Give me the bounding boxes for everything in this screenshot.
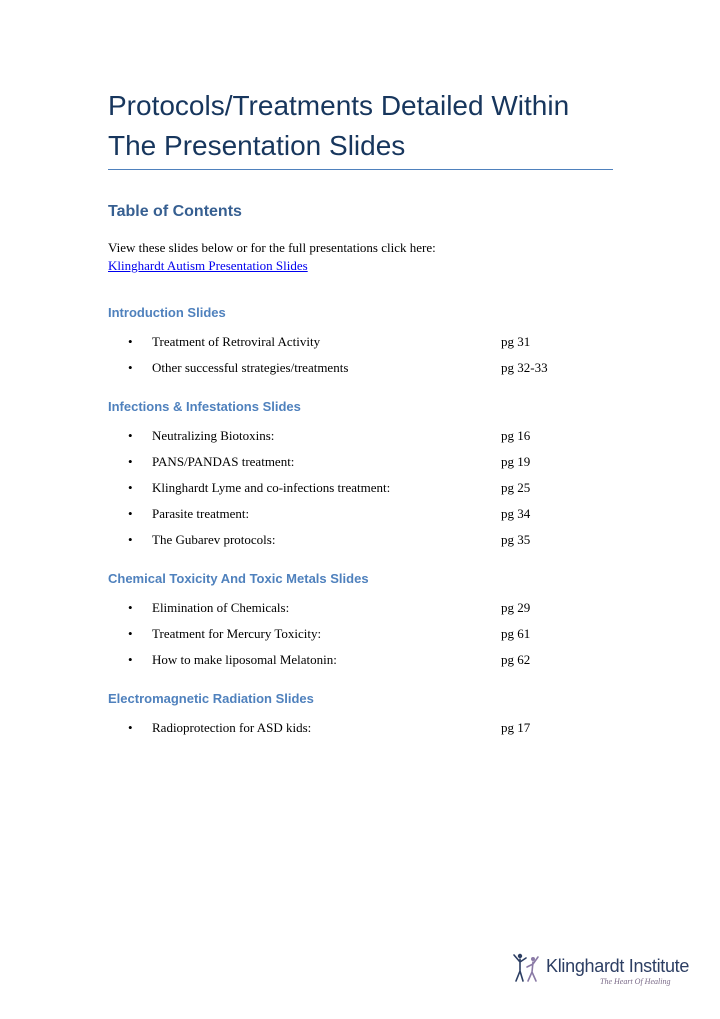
toc-entry-page: pg 34 bbox=[501, 506, 531, 521]
toc-entry bbox=[128, 599, 588, 617]
intro-paragraph bbox=[108, 239, 613, 275]
toc-entry-page: pg 62 bbox=[501, 652, 531, 667]
toc-entry-label: Treatment for Mercury Toxicity: bbox=[152, 626, 322, 641]
toc-entry-page: pg 17 bbox=[501, 720, 531, 735]
section-heading-introduction: Introduction Slides bbox=[108, 305, 226, 320]
toc-entry bbox=[128, 625, 588, 643]
toc-entry-page: pg 19 bbox=[501, 454, 531, 469]
intro-text: View these slides below or for the full presentations click here: bbox=[108, 240, 436, 255]
section-heading-electromagnetic: Electromagnetic Radiation Slides bbox=[108, 691, 314, 706]
bullet-icon: • bbox=[128, 334, 133, 349]
toc-entry-page: pg 29 bbox=[501, 600, 531, 615]
toc-entry bbox=[128, 531, 588, 549]
toc-entry-label: Elimination of Chemicals: bbox=[152, 600, 290, 615]
toc-entry bbox=[128, 651, 588, 669]
toc-entry-page: pg 25 bbox=[501, 480, 531, 495]
presentation-slides-link[interactable]: Klinghardt Autism Presentation Slides bbox=[108, 258, 308, 273]
toc-entry-label: Klinghardt Lyme and co-infections treatment: bbox=[152, 480, 391, 495]
toc-entry bbox=[128, 453, 588, 471]
bullet-icon: • bbox=[128, 454, 133, 469]
section-heading-chemical-toxicity: Chemical Toxicity And Toxic Metals Slides bbox=[108, 571, 369, 586]
toc-entry-label: Neutralizing Biotoxins: bbox=[152, 428, 275, 443]
bullet-icon: • bbox=[128, 480, 133, 495]
toc-entry-page: pg 35 bbox=[501, 532, 531, 547]
klinghardt-institute-logo bbox=[510, 950, 690, 992]
title-divider bbox=[108, 169, 613, 170]
toc-heading: Table of Contents bbox=[108, 203, 242, 220]
toc-entry-label: Other successful strategies/treatments bbox=[152, 360, 349, 375]
toc-entry-label: Treatment of Retroviral Activity bbox=[152, 334, 321, 349]
logo-tagline: The Heart Of Healing bbox=[600, 977, 671, 986]
toc-entry-label: The Gubarev protocols: bbox=[152, 532, 276, 547]
bullet-icon: • bbox=[128, 532, 133, 547]
bullet-icon: • bbox=[128, 428, 133, 443]
logo-name: Klinghardt Institute bbox=[546, 956, 690, 976]
toc-entry-label: PANS/PANDAS treatment: bbox=[152, 454, 295, 469]
toc-entry-page: pg 16 bbox=[501, 428, 531, 443]
toc-entry-label: How to make liposomal Melatonin: bbox=[152, 652, 337, 667]
bullet-icon: • bbox=[128, 720, 133, 735]
page-title: Protocols/Treatments Detailed Within The Presentation Slides bbox=[108, 90, 570, 161]
bullet-icon: • bbox=[128, 600, 133, 615]
toc-entry-page: pg 31 bbox=[501, 334, 531, 349]
toc-entry bbox=[128, 505, 588, 523]
toc-entry bbox=[128, 427, 588, 445]
toc-entry-label: Radioprotection for ASD kids: bbox=[152, 720, 312, 735]
bullet-icon: • bbox=[128, 626, 133, 641]
bullet-icon: • bbox=[128, 506, 133, 521]
toc-entry-page: pg 32-33 bbox=[501, 360, 548, 375]
dancing-figures-logo-icon bbox=[510, 950, 544, 984]
bullet-icon: • bbox=[128, 652, 133, 667]
toc-entry bbox=[128, 333, 588, 351]
toc-entry-label: Parasite treatment: bbox=[152, 506, 250, 521]
toc-entry bbox=[128, 479, 588, 497]
section-heading-infections: Infections & Infestations Slides bbox=[108, 399, 301, 414]
bullet-icon: • bbox=[128, 360, 133, 375]
toc-entry bbox=[128, 359, 588, 377]
toc-entry bbox=[128, 719, 588, 737]
toc-entry-page: pg 61 bbox=[501, 626, 531, 641]
